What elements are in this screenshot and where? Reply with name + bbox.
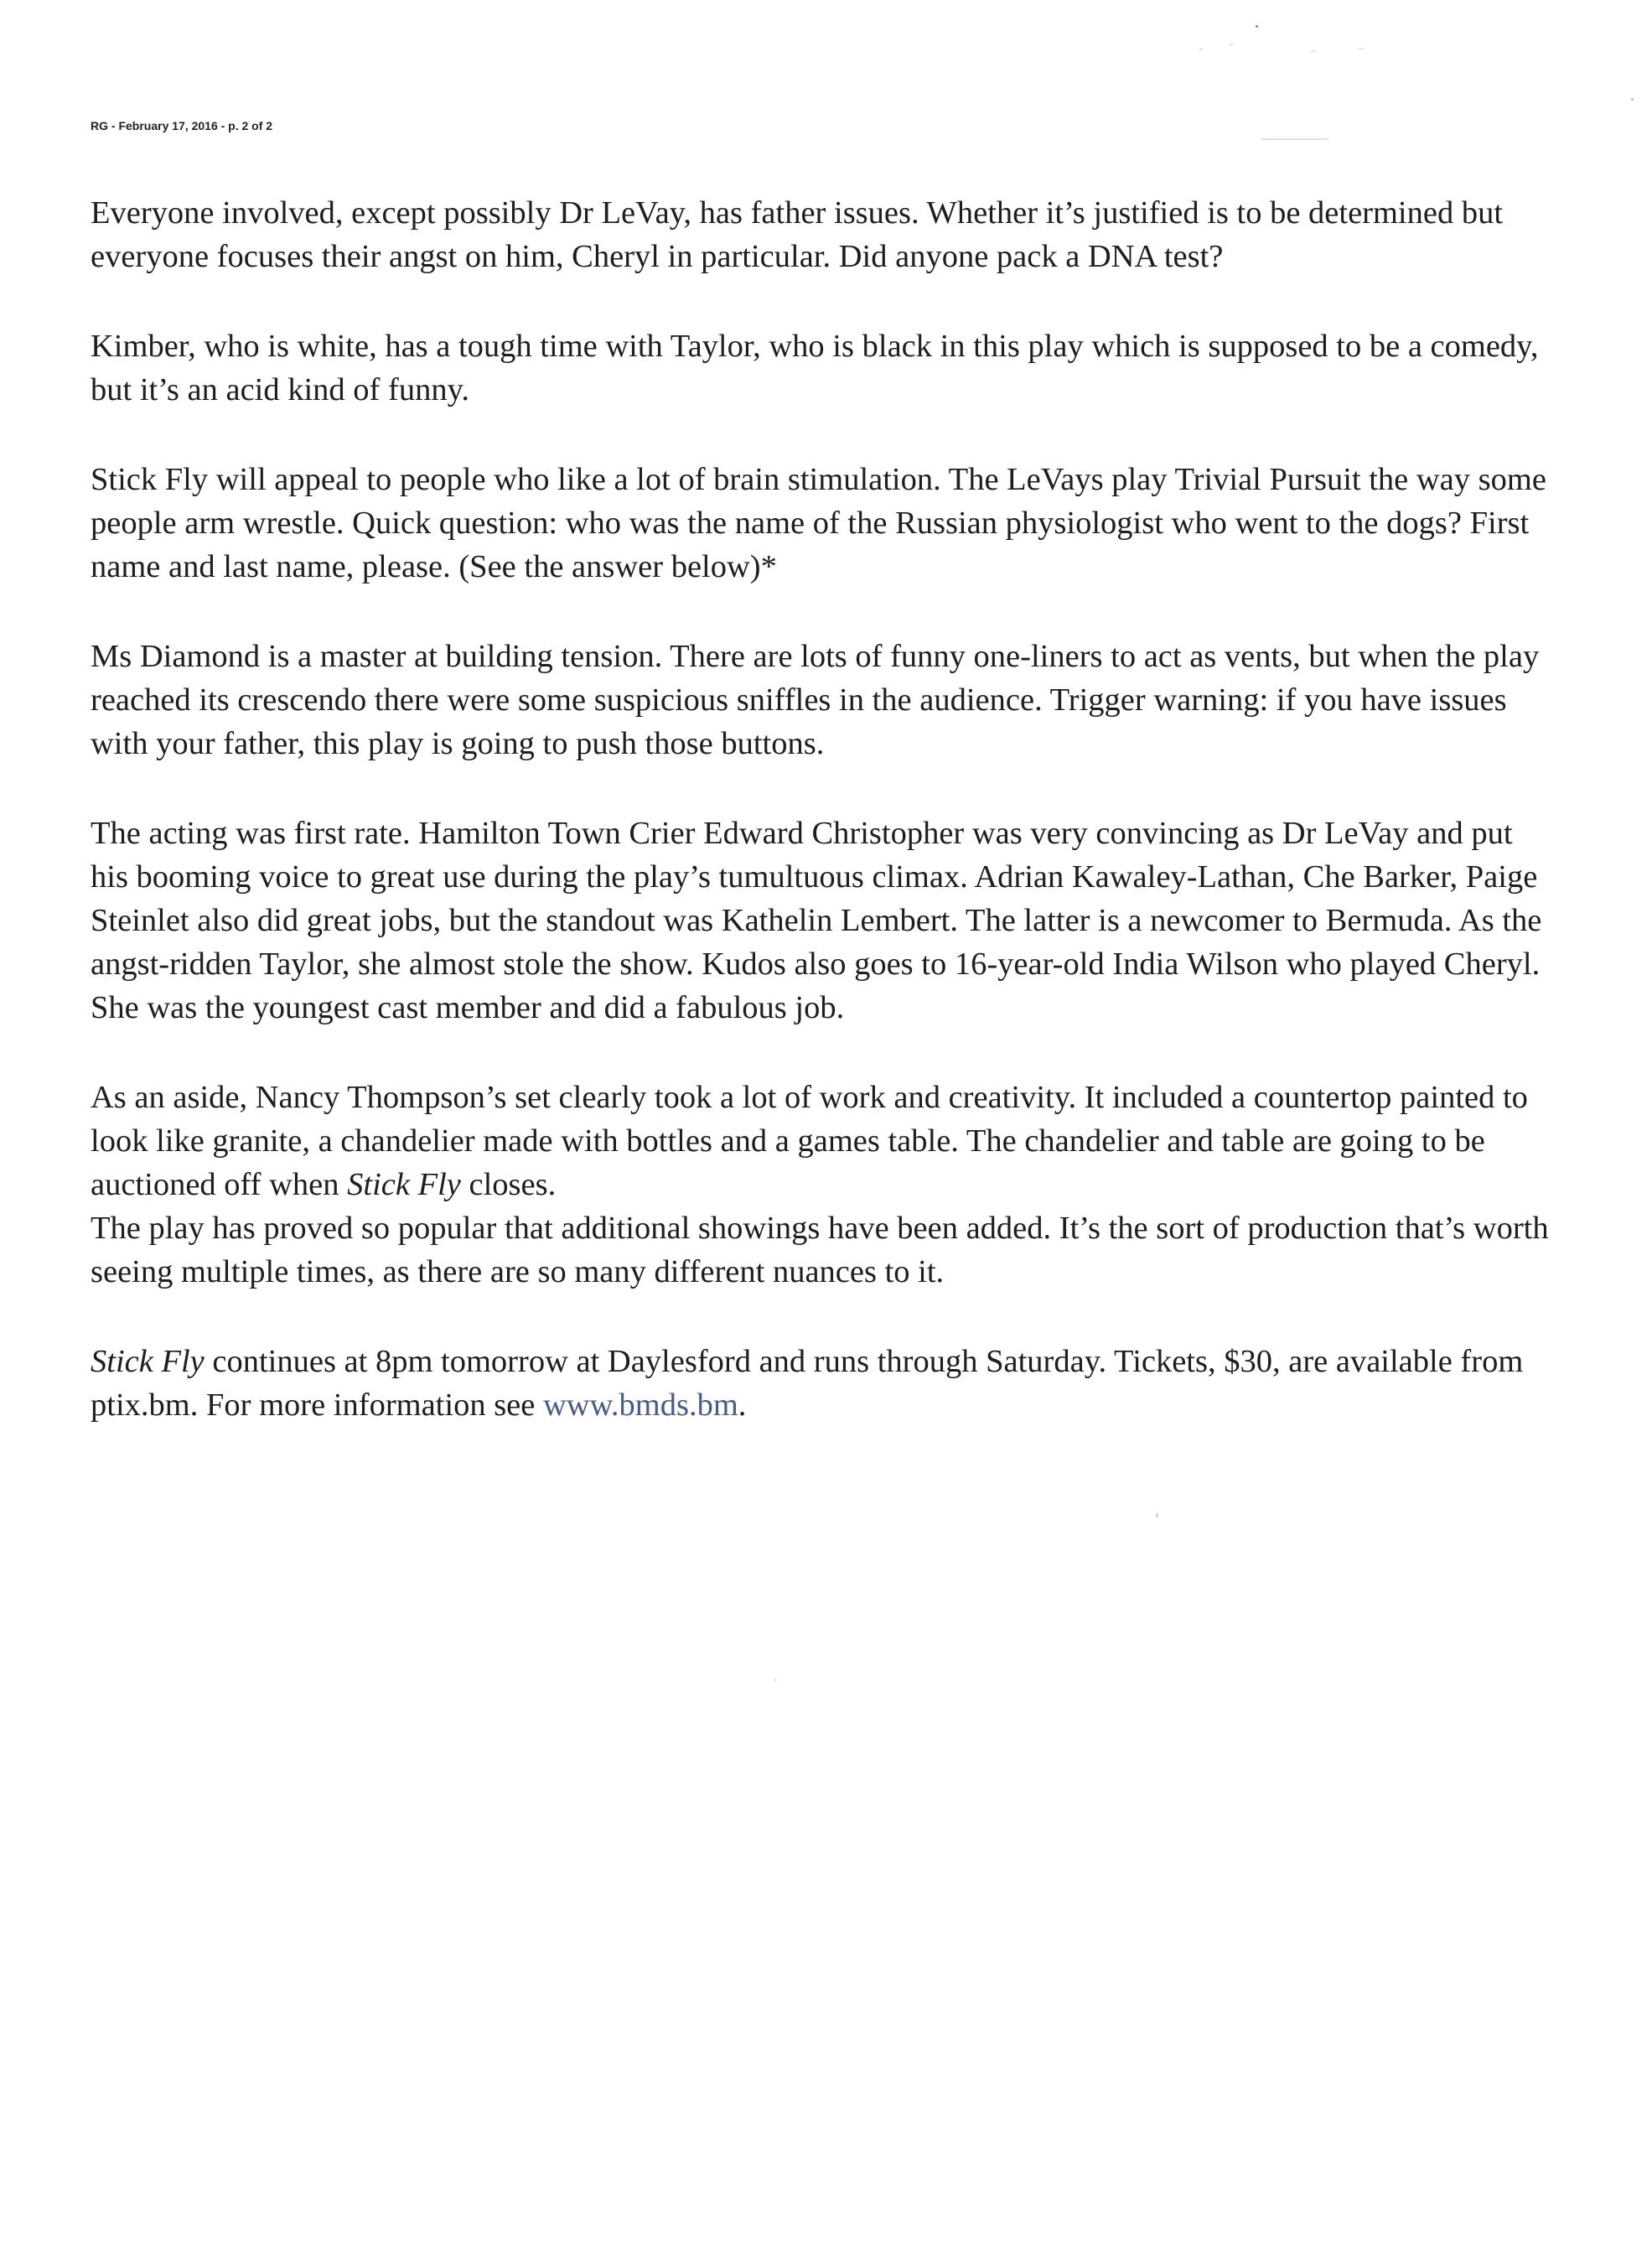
paragraph-kimber-taylor (91, 324, 1553, 412)
aside-text-2: closes. (460, 1167, 557, 1202)
paragraph-tension (91, 635, 1553, 765)
paragraph-text (91, 1340, 1553, 1427)
aside-text-1: As an aside, Nancy Thompson’s set clearly took a lot of work and creativity. It included a countertop painted to look like granite, a chandelier made with bottles and a games table. The chandelier and table are going to be auctioned off when (91, 1080, 1528, 1202)
paragraph-text (91, 1076, 1553, 1206)
website-link[interactable]: www.bmds.bm (542, 1387, 738, 1423)
play-title: Stick Fly (91, 1344, 205, 1379)
paragraph-text: Kimber, who is white, has a tough time with Taylor, who is black in this play which is supposed to be a comedy, but it’s an acid kind of funny. (91, 329, 1539, 407)
play-title: Stick Fly (347, 1167, 461, 1202)
paragraph-brain-stimulation (91, 458, 1553, 589)
page-header: RG - February 17, 2016 - p. 2 of 2 (91, 119, 273, 132)
paragraph-text: The play has proved so popular that additional showings have been added. It’s the sort of production that’s worth seeing multiple times, as there are so many different nuances to it. (91, 1211, 1549, 1289)
paragraph-text: The acting was first rate. Hamilton Town Crier Edward Christopher was very convincing as Dr LeVay and put his booming voice to great use during the play’s tumultuous climax. Adrian Kawaley-Lathan, Che Barker, Paige Steinlet also did great jobs, but the standout was Kathelin Lembert. The latter is a newcomer to Bermuda. As the angst-ridden Taylor, she almost stole the show. Kudos also goes to 16-year-old India Wilson who played Cheryl. She was the youngest cast member and did a fabulous job. (91, 816, 1542, 1025)
scan-smudge (1261, 138, 1328, 140)
closing-text-2: . (738, 1387, 747, 1423)
paragraph-acting (91, 812, 1553, 1030)
paragraph-popularity (91, 1206, 1553, 1294)
article-body (91, 191, 1553, 1473)
paragraph-father-issues (91, 191, 1553, 278)
paragraph-text: Ms Diamond is a master at building tension. There are lots of funny one-liners to act as vents, but when the play reached its crescendo there were some suspicious sniffles in the audience. Trigger warning: if you have issues with your father, this play is going to push those buttons. (91, 639, 1540, 761)
paragraph-text: Stick Fly will appeal to people who like a lot of brain stimulation. The LeVays play Trivial Pursuit the way some people arm wrestle. Quick question: who was the name of the Russian physiologist who went to the dogs? First name and last name, please. (See the answer below)* (91, 462, 1546, 584)
paragraph-showtimes (91, 1340, 1553, 1427)
paragraph-text: Everyone involved, except possibly Dr LeVay, has father issues. Whether it’s justified is to be determined but everyone focuses their angst on him, Cheryl in particular. Did anyone pack a DNA test? (91, 195, 1504, 274)
paragraph-set-design (91, 1076, 1553, 1206)
closing-text-1: continues at 8pm tomorrow at Daylesford and runs through Saturday. Tickets, $30, are available from ptix.bm. For more information see (91, 1344, 1524, 1423)
